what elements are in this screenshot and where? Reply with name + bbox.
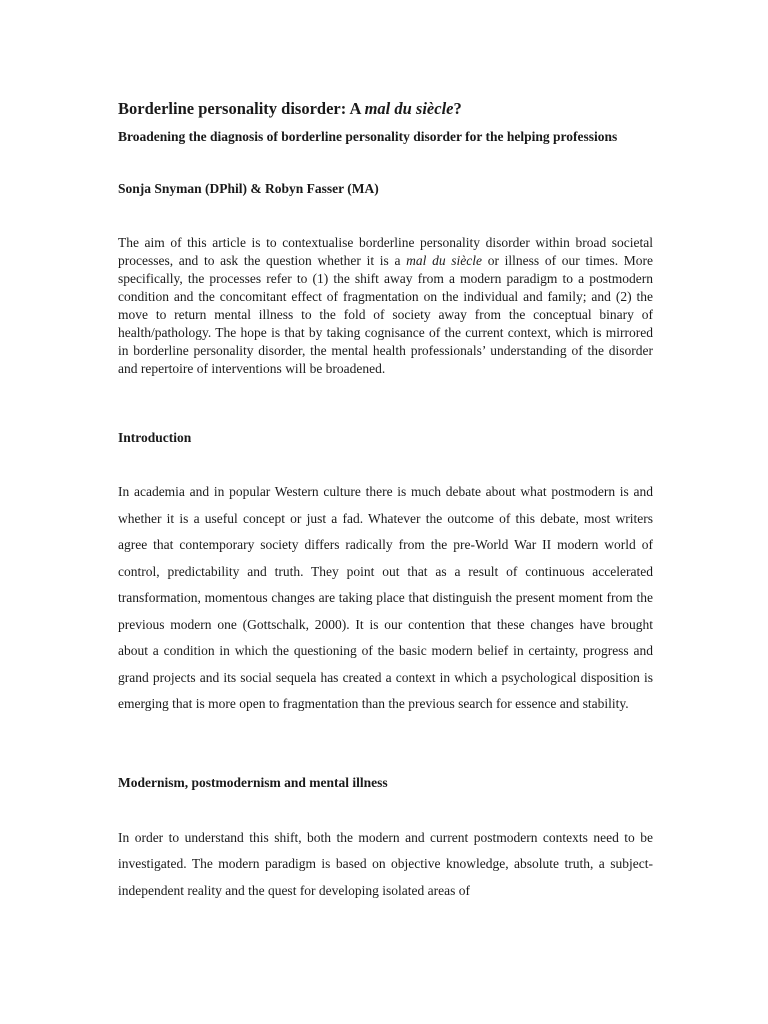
title-suffix: ?: [453, 99, 462, 118]
section-paragraph-modernism: In order to understand this shift, both the modern and current postmodern contexts need to be investigated. The modern paradigm is based on objective knowledge, absolute truth, a subject-independent reality and the quest for developing isolated areas of: [118, 829, 653, 898]
document-subtitle: Broadening the diagnosis of borderline personality disorder for the helping professions: [118, 129, 618, 144]
abstract-paragraph: [118, 234, 653, 378]
title-italic: mal du siècle: [364, 99, 454, 118]
abstract-italic: mal du siècle: [406, 253, 483, 268]
authors-line: Sonja Snyman (DPhil) & Robyn Fasser (MA): [118, 181, 379, 196]
abstract-text-2: or illness of our times. More specifically, the processes refer to (1) the shift away from a modern paradigm to a postmodern condition and the concomitant effect of fragmentation on the individual and family; and (2) the move to return mental illness to the fold of society away from the conceptual binary of health/pathology. The hope is that by taking cognisance of the current context, which is mirrored in borderline personality disorder, the mental health professionals’ understanding of the disorder and repertoire of interventions will be broadened.: [118, 253, 653, 376]
section-heading-introduction: Introduction: [118, 430, 192, 445]
section-heading-modernism: Modernism, postmodernism and mental illness: [118, 774, 388, 790]
document-title: [118, 98, 653, 120]
title-prefix: Borderline personality disorder: A: [118, 99, 365, 118]
document-page: [118, 98, 653, 904]
section-paragraph-introduction: In academia and in popular Western culture there is much debate about what postmodern is and whether it is a useful concept or just a fad. Whatever the outcome of this debate, most writers agree that contemporary society differs radically from the pre-World War II modern world of control, predictability and truth. They point out that as a result of continuous accelerated transformation, momentous changes are taking place that distinguish the present moment from the previous modern one (Gottschalk, 2000). It is our contention that these changes have brought about a condition in which the questioning of the basic modern belief in certainty, progress and grand projects and its social sequela has created a context in which a psychological disposition is emerging that is more open to fragmentation than the previous search for essence and stability.: [118, 484, 653, 711]
abstract-text-1: The aim of this article is to contextualise borderline personality disorder within broad societal processes, and to ask the question whether it is a: [118, 235, 653, 268]
